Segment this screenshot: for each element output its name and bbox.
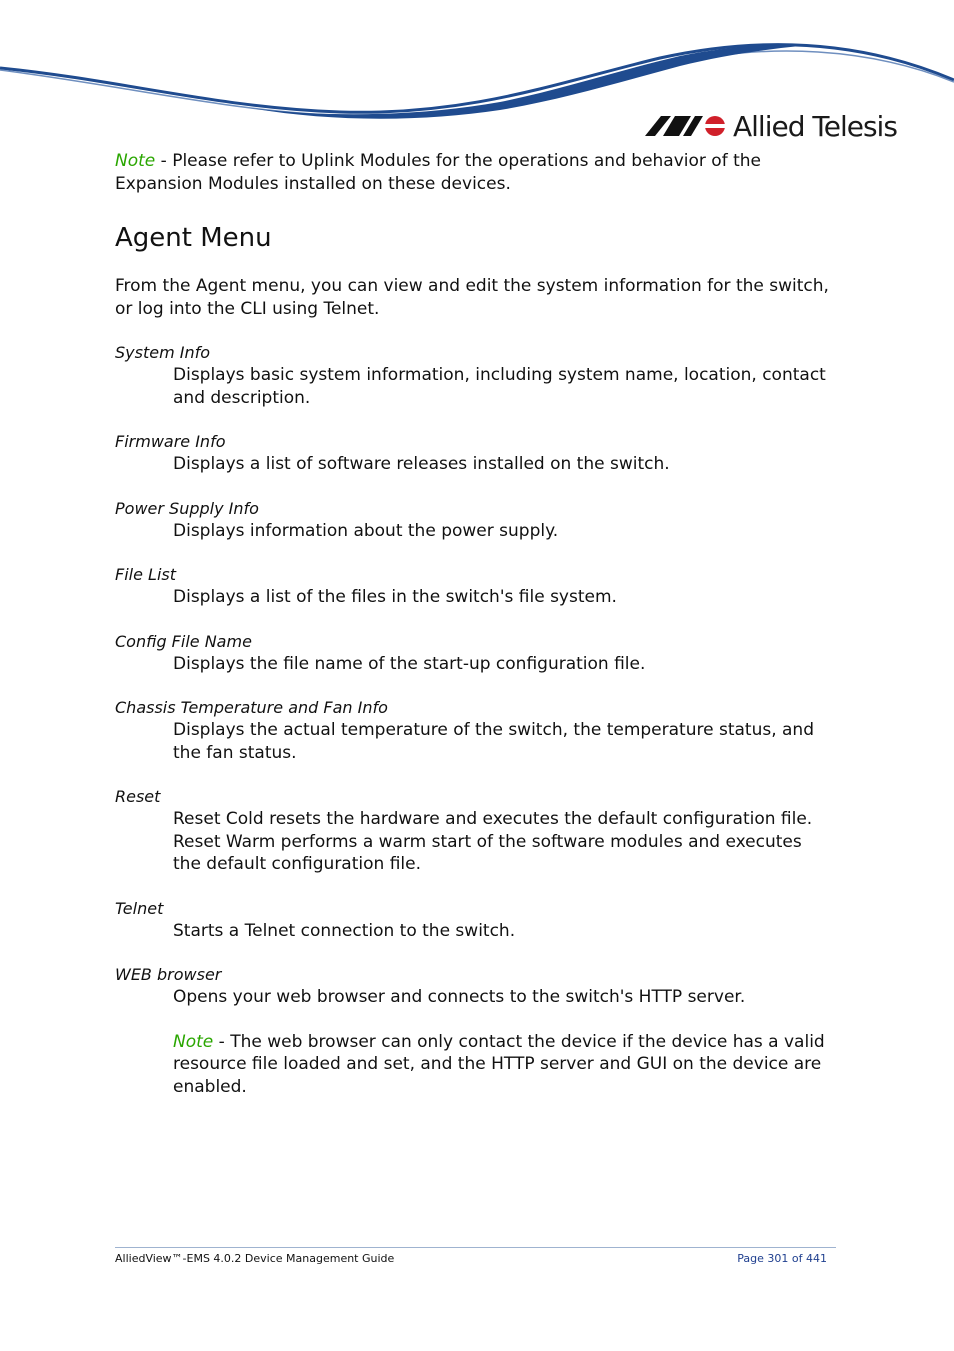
allied-telesis-logo-icon [645,112,727,140]
item-term: Chassis Temperature and Fan Info [115,698,388,717]
header-swoosh [0,0,954,125]
item-desc-web-browser [173,986,835,1098]
item-desc: Displays information about the power supply. [173,520,559,541]
note-label: Note [115,151,156,171]
item-desc: Displays basic system information, including system name, location, contact and description. [173,365,826,408]
item-term: WEB browser [115,965,222,984]
item-desc: Displays a list of software releases installed on the switch. [173,454,670,474]
note-text: - Please refer to Uplink Modules for the operations and behavior of the Expansion Modules installed on these devices. [115,151,761,194]
item-desc: Opens your web browser and connects to the switch's HTTP server. [173,987,746,1007]
note-text: - The web browser can only contact the device if the device has a valid resource file loaded and set, and the HTTP server and GUI on the device are enabled. [173,1031,825,1097]
item-desc: Starts a Telnet connection to the switch. [173,920,516,941]
item-term: System Info [115,343,211,362]
item-term: Firmware Info [115,432,226,451]
item-desc: Displays a list of the files in the switch's file system. [173,587,617,607]
item-term: Reset [115,787,161,806]
section-title: Agent Menu [115,223,272,253]
note-label: Note [173,1031,214,1052]
brand-name: Allied Telesis [733,109,897,143]
agent-menu-items [115,342,835,1098]
note-uplink [115,150,835,195]
item-desc: Reset Cold resets the hardware and executes the default configuration file. Reset Warm performs a warm start of the software modules and executes the default configuration file. [173,809,813,874]
section-intro: From the Agent menu, you can view and edit the system information for the switch, or log into the CLI using Telnet. [115,276,829,319]
item-desc: Displays the file name of the start-up configuration file. [173,653,646,674]
allied-telesis-logo [645,108,897,144]
item-term: Power Supply Info [115,498,259,518]
item-term: Telnet [115,898,164,918]
page-content [115,150,835,1120]
footer-guide-title: AlliedView™-EMS 4.0.2 Device Management Guide [115,1252,395,1265]
footer-divider [115,1247,836,1248]
item-desc: Displays the actual temperature of the switch, the temperature status, and the fan status. [173,720,814,763]
item-term: File List [115,565,176,584]
note-web-browser [173,1031,835,1099]
item-term: Config File Name [115,631,252,651]
footer-page-number: Page 301 of 441 [737,1252,827,1265]
